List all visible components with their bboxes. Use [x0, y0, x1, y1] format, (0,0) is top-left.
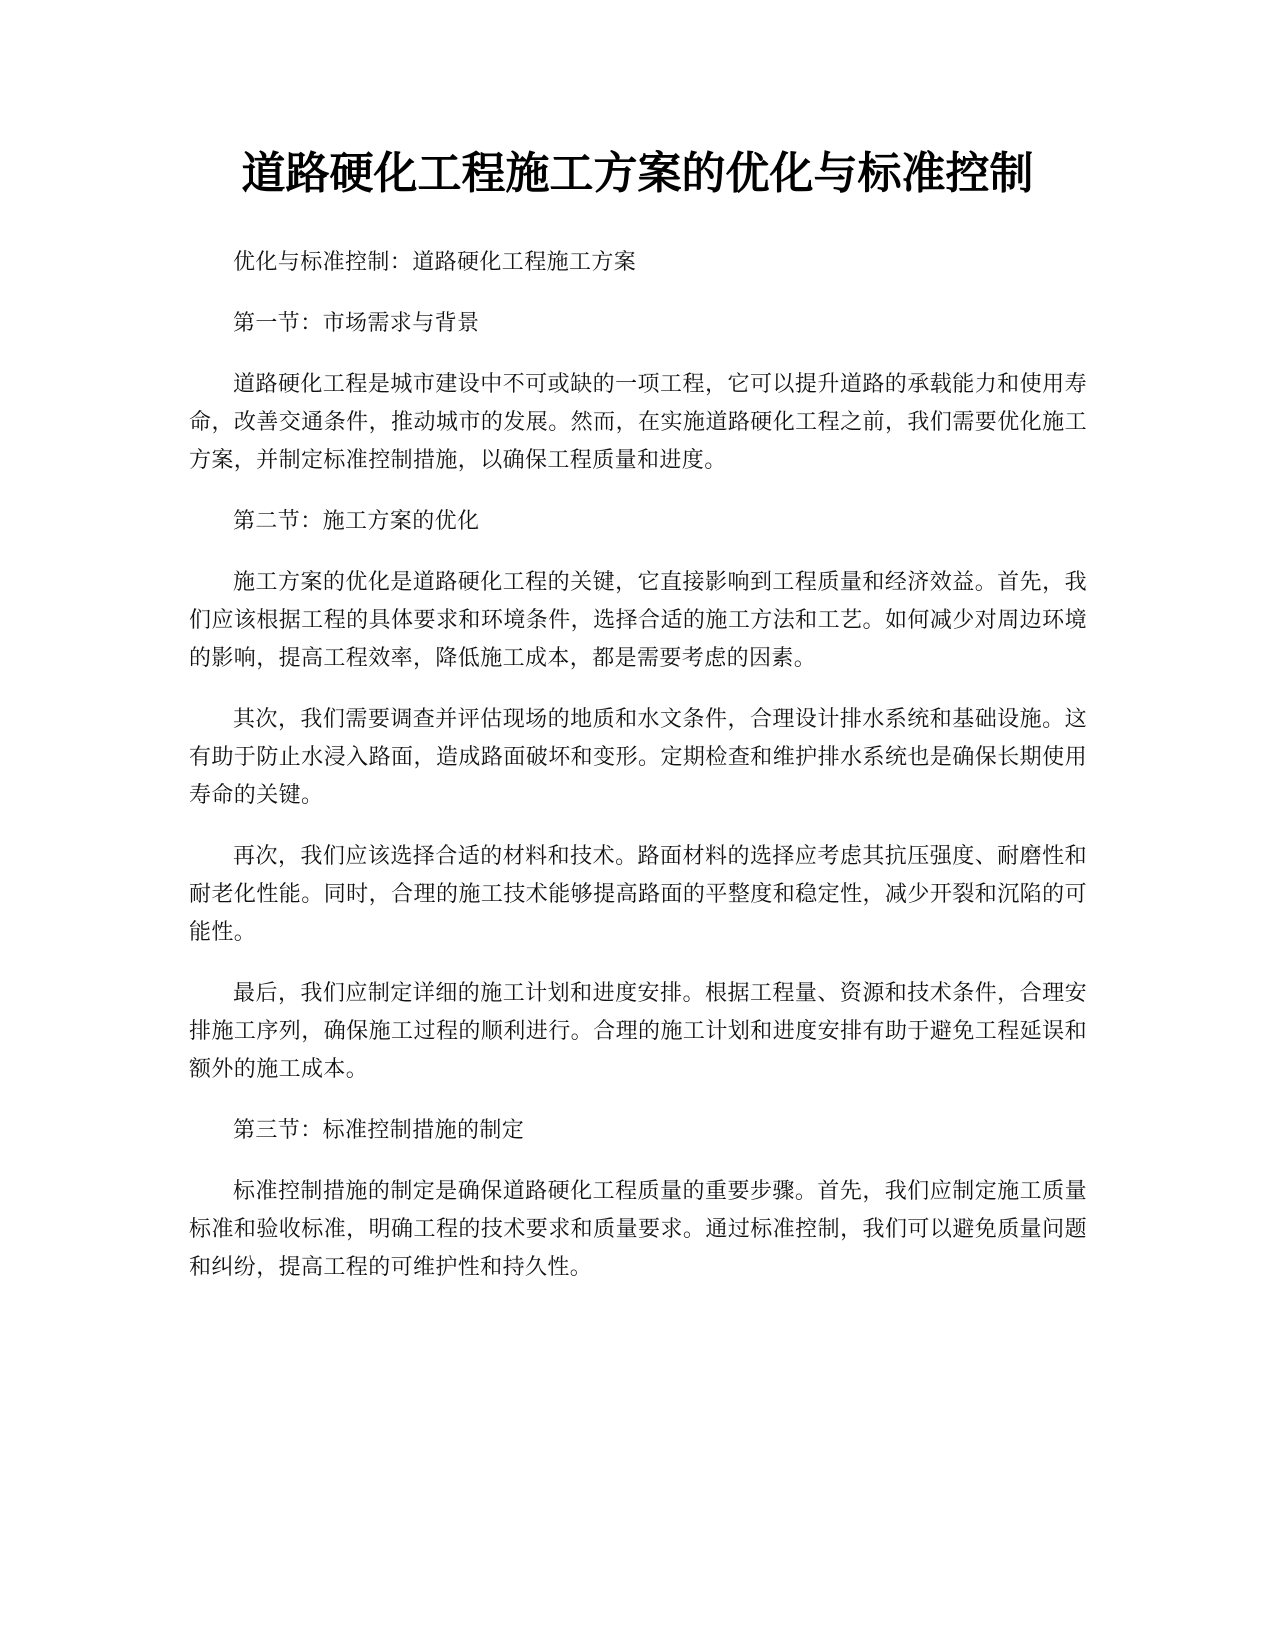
section-2-paragraph-3: 再次，我们应该选择合适的材料和技术。路面材料的选择应考虑其抗压强度、耐磨性和耐老化性能。同时，合理的施工技术能够提高路面的平整度和稳定性，减少开裂和沉陷的可能性。 — [189, 844, 1087, 945]
section-2-paragraph-4: 最后，我们应制定详细的施工计划和进度安排。根据工程量、资源和技术条件，合理安排施工序列，确保施工过程的顺利进行。合理的施工计划和进度安排有助于避免工程延误和额外的施工成本。 — [189, 981, 1087, 1082]
document-subtitle: 优化与标准控制：道路硬化工程施工方案 — [233, 250, 637, 275]
section-3-heading: 第三节：标准控制措施的制定 — [233, 1118, 525, 1143]
section-2-heading: 第二节：施工方案的优化 — [233, 509, 480, 534]
section-2-paragraph-2: 其次，我们需要调查并评估现场的地质和水文条件，合理设计排水系统和基础设施。这有助于防止水浸入路面，造成路面破坏和变形。定期检查和维护排水系统也是确保长期使用寿命的关键。 — [189, 707, 1087, 808]
document-body — [189, 244, 1087, 1310]
document-title: 道路硬化工程施工方案的优化与标准控制 — [241, 148, 1034, 199]
section-3-paragraph-1: 标准控制措施的制定是确保道路硬化工程质量的重要步骤。首先，我们应制定施工质量标准和验收标准，明确工程的技术要求和质量要求。通过标准控制，我们可以避免质量问题和纠纷，提高工程的可维护性和持久性。 — [189, 1179, 1087, 1280]
section-2-paragraph-1: 施工方案的优化是道路硬化工程的关键，它直接影响到工程质量和经济效益。首先，我们应该根据工程的具体要求和环境条件，选择合适的施工方法和工艺。如何减少对周边环境的影响，提高工程效率，降低施工成本，都是需要考虑的因素。 — [189, 570, 1087, 671]
section-1-paragraph-1: 道路硬化工程是城市建设中不可或缺的一项工程，它可以提升道路的承载能力和使用寿命，改善交通条件，推动城市的发展。然而，在实施道路硬化工程之前，我们需要优化施工方案，并制定标准控制措施，以确保工程质量和进度。 — [189, 372, 1087, 473]
section-1-heading: 第一节：市场需求与背景 — [233, 311, 480, 336]
